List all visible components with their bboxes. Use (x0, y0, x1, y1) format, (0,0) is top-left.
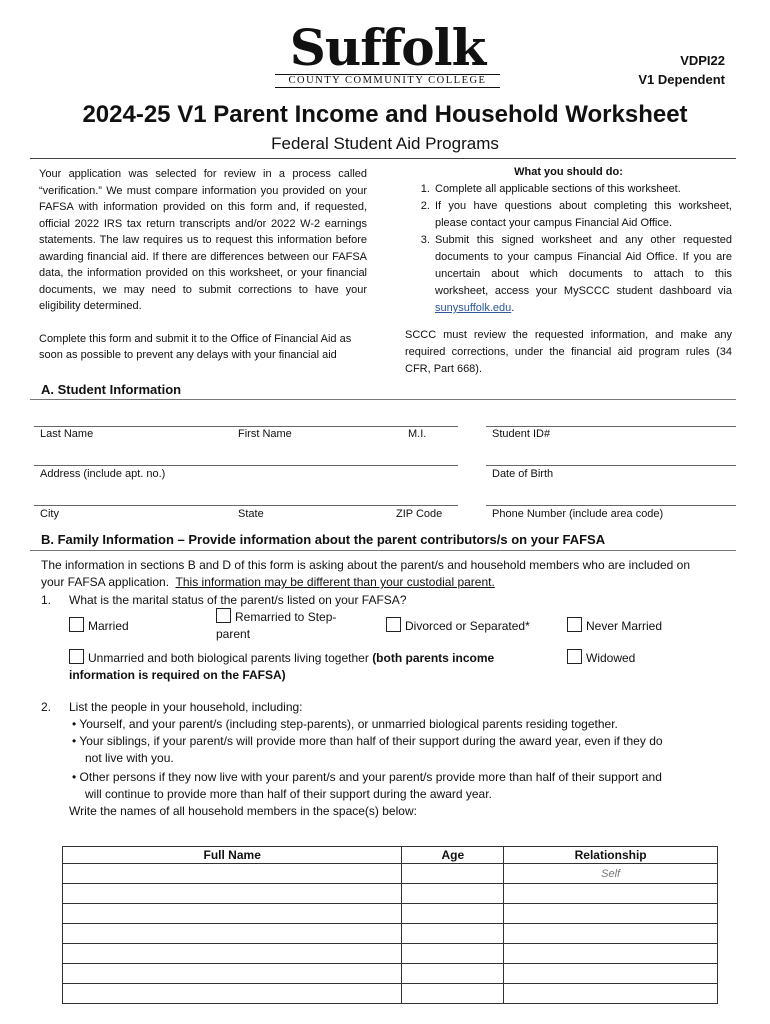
never-married-checkbox[interactable] (567, 617, 582, 632)
question-number: 2. (41, 700, 52, 714)
household-bullet: • Your siblings, if your parent/s will provide more than half of their support during the award year, even if they do (72, 734, 663, 748)
age-cell[interactable] (402, 984, 504, 1004)
full-name-cell[interactable] (63, 944, 402, 964)
dob-label: Date of Birth (492, 468, 554, 480)
household-bullet: • Other persons if they now live with your parent/s and your parent/s provide more than half of their support and (72, 770, 662, 784)
table-row (63, 984, 718, 1004)
full-name-cell[interactable] (63, 864, 402, 884)
form-code-block (638, 51, 725, 89)
instructions-heading: What you should do: (514, 166, 623, 178)
relationship-cell[interactable] (504, 884, 718, 904)
unmarried-together-checkbox[interactable] (69, 649, 84, 664)
intro-paragraph: Complete this form and submit it to the Office of Financial Aid as soon as possible to prevent any delays with your financial aid (39, 332, 352, 361)
instruction-step: 2. If you have questions about completing this worksheet, please contact your campus Financial Aid Office. (433, 198, 732, 232)
widowed-checkbox[interactable] (567, 649, 582, 664)
relationship-cell[interactable] (504, 984, 718, 1004)
phone-label: Phone Number (include area code) (492, 508, 664, 520)
option-unmarried-together[interactable]: Unmarried and both biological parents living together (both parents income information is required on the FAFSA) (69, 651, 495, 682)
household-question: List the people in your household, including: • Yourself, and your parent/s (including step-parents), or unmarried biological parents residing together. • Your siblings, if your parent/s will provide more than half of their support during the award year, even if they do not live with you. • Other persons if they now live with your parent/s and your parent/s provide more than half of their support and will continue to provide more than half of their support during the award year. Write the names of all household members in the space(s) below: (69, 699, 739, 820)
marital-status-question: What is the marital status of the parent/s listed on your FAFSA? (69, 593, 407, 607)
age-cell[interactable] (402, 864, 504, 884)
column-header-full-name: Full Name (63, 847, 402, 864)
section-b-intro: The information in sections B and D of this form is asking about the parent/s and household members who are included on your FAFSA application. This information may be different than your custodial parent. (41, 558, 691, 589)
student-id-label: Student ID# (492, 428, 551, 440)
custodial-note: This information may be different than your custodial parent. (175, 575, 495, 589)
household-bullet: • Yourself, and your parent/s (including step-parents), or unmarried biological parents residing together. (72, 717, 618, 731)
full-name-cell[interactable] (63, 964, 402, 984)
section-divider (30, 550, 736, 551)
column-header-relationship: Relationship (504, 847, 718, 864)
form-code: VDPI22 (680, 53, 725, 68)
divider (30, 158, 736, 159)
phone-field-line[interactable] (486, 505, 736, 506)
table-header-row (63, 847, 718, 864)
age-cell[interactable] (402, 964, 504, 984)
address-field-line[interactable] (34, 465, 458, 466)
married-checkbox[interactable] (69, 617, 84, 632)
logo-subtitle: COUNTY COMMUNITY COLLEGE (275, 74, 500, 88)
table-row (63, 944, 718, 964)
page-subtitle: Federal Student Aid Programs (271, 134, 499, 153)
table-row (63, 924, 718, 944)
mi-label: M.I. (408, 428, 427, 440)
table-row (63, 904, 718, 924)
section-b-heading: B. Family Information – Provide information about the parent contributors/s on your FAFSA (41, 532, 606, 547)
city-label: City (40, 508, 59, 520)
relationship-cell[interactable] (504, 964, 718, 984)
relationship-cell: Self (504, 864, 718, 884)
dob-field-line[interactable] (486, 465, 736, 466)
full-name-cell[interactable] (63, 984, 402, 1004)
relationship-cell[interactable] (504, 904, 718, 924)
option-divorced[interactable]: Divorced or Separated* (386, 617, 530, 635)
section-a-heading: A. Student Information (41, 382, 182, 397)
intro-text (39, 166, 367, 380)
age-cell[interactable] (402, 884, 504, 904)
review-note: SCCC must review the requested information, and make any required corrections, under the financial aid program rules (34 CFR, Part 668). (405, 329, 732, 375)
sunysuffolk-link[interactable]: sunysuffolk.edu (435, 302, 512, 314)
full-name-cell[interactable] (63, 904, 402, 924)
household-table (62, 846, 718, 1004)
relationship-cell[interactable] (504, 924, 718, 944)
table-row (63, 884, 718, 904)
age-cell[interactable] (402, 924, 504, 944)
question-number: 1. (41, 593, 52, 607)
page-title: 2024-25 V1 Parent Income and Household Worksheet (82, 101, 688, 128)
zip-label: ZIP Code (396, 508, 443, 520)
form-version: V1 Dependent (638, 72, 725, 87)
instructions (405, 164, 732, 378)
city-state-zip-field-line[interactable] (34, 505, 458, 506)
intro-paragraph: Your application was selected for review in a process called “verification.” We must compare information you provided on your FAFSA with information provided on this form and, if requested, official 2022 IRS tax return transcripts and/or 2022 W-2 earnings statements. The law requires us to request this information before awarding financial aid. If there are differences between our FAFSA data, the information provided on this worksheet, or your financial documents, we may need to submit corrections to have your eligibility determined. (39, 168, 367, 312)
option-remarried[interactable]: Remarried to Step- parent (216, 610, 337, 641)
table-row (63, 964, 718, 984)
last-name-label: Last Name (40, 428, 94, 440)
divorced-checkbox[interactable] (386, 617, 401, 632)
relationship-cell[interactable] (504, 944, 718, 964)
name-field-line[interactable] (34, 426, 458, 427)
address-label: Address (include apt. no.) (40, 468, 166, 480)
column-header-age: Age (402, 847, 504, 864)
option-married[interactable]: Married (69, 617, 129, 635)
full-name-cell[interactable] (63, 924, 402, 944)
college-logo (275, 18, 500, 90)
option-widowed[interactable]: Widowed (567, 649, 635, 667)
student-id-field-line[interactable] (486, 426, 736, 427)
instructions-list (405, 181, 732, 317)
table-row (63, 864, 718, 884)
option-never-married[interactable]: Never Married (567, 617, 662, 635)
write-names-instruction: Write the names of all household members in the space(s) below: (69, 804, 417, 818)
age-cell[interactable] (402, 944, 504, 964)
full-name-cell[interactable] (63, 884, 402, 904)
remarried-checkbox[interactable] (216, 608, 231, 623)
first-name-label: First Name (238, 428, 292, 440)
section-divider (30, 399, 736, 400)
state-label: State (238, 508, 264, 520)
instruction-step: 1. Complete all applicable sections of this worksheet. (433, 181, 732, 198)
logo-wordmark: Suffolk (289, 18, 486, 77)
instruction-step: 3. Submit this signed worksheet and any other requested documents to your campus Financial Aid Office. If you are uncertain about which documents to attach to this worksheet, access your MySCCC student dashboard via sunysuffolk.edu. (433, 232, 732, 317)
age-cell[interactable] (402, 904, 504, 924)
